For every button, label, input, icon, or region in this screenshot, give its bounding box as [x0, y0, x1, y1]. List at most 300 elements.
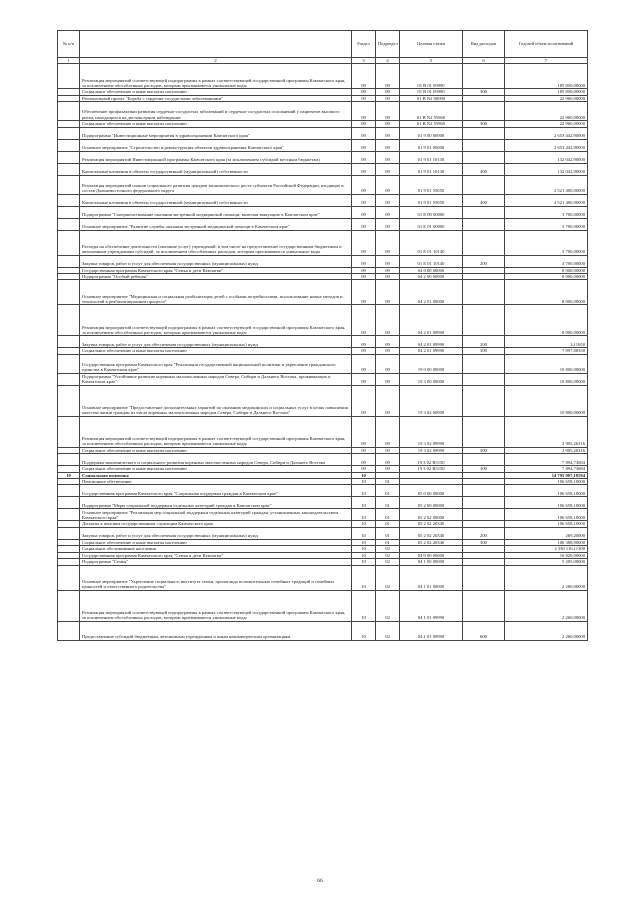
cell-target-article: 01 В N2 55860 [400, 121, 463, 127]
cell-target-article: 01 В N2 55860 [400, 102, 463, 121]
table-row [58, 206, 588, 218]
cell-num [58, 509, 80, 521]
cell-target-article: 19 3 02 09990 [400, 447, 463, 453]
cell-target-article: 04 2 01 09990 [400, 336, 463, 348]
cell-podrazdel: 09 [376, 64, 400, 89]
cell-target-article: 01 9 01 00000 [400, 139, 463, 151]
cell-name: Подпрограмма "Инвестиционные мероприятия в здравоохранении Камчатского края" [80, 127, 352, 139]
cell-amount: 269,20000 [505, 527, 588, 539]
cell-expense-type: 200 [463, 336, 505, 348]
cell-num [58, 280, 80, 305]
cell-name: Подпрограмма "Устойчивое развитие коренных малочисленных народов Севера, Сибири и Дальнего Востока, проживающих в Камчатском крае" [80, 373, 352, 385]
cell-amount: 10 800,00000 [505, 385, 588, 416]
cell-name: Реализация мероприятий Инвестиционной программы Камчатского края (за исключением субсидий местным бюджетам) [80, 151, 352, 163]
cell-num [58, 336, 80, 348]
table-row [58, 127, 588, 139]
cell-expense-type: 300 [463, 447, 505, 453]
cell-podrazdel: 09 [376, 305, 400, 336]
cell-podrazdel: 01 [376, 485, 400, 497]
cell-razdel: 09 [352, 416, 376, 447]
cell-name: Капитальные вложения в объекты государственной (муниципальной) собственности [80, 163, 352, 175]
cell-amount: 132 042,90000 [505, 151, 588, 163]
cell-amount: 7 997,88350 [505, 348, 588, 354]
cell-num [58, 151, 80, 163]
cell-razdel: 10 [352, 485, 376, 497]
cell-target-article: 19 0 00 00000 [400, 354, 463, 373]
column-number: 7 [505, 58, 588, 64]
table-row [58, 139, 588, 151]
cell-podrazdel: 09 [376, 194, 400, 206]
cell-amount: 2 653 442,90000 [505, 139, 588, 151]
cell-amount: 2 521 400,00000 [505, 194, 588, 206]
cell-razdel: 09 [352, 305, 376, 336]
cell-expense-type [463, 127, 505, 139]
cell-num [58, 102, 80, 121]
cell-expense-type [463, 175, 505, 194]
header-podrazdel: Подраздел [376, 31, 400, 58]
cell-amount: 2 905,26316 [505, 416, 588, 447]
cell-amount: 2 260,00000 [505, 565, 588, 590]
cell-razdel: 09 [352, 373, 376, 385]
table-row [58, 565, 588, 590]
cell-target-article: 01 9 01 10130 [400, 151, 463, 163]
cell-razdel: 09 [352, 280, 376, 305]
cell-razdel: 09 [352, 89, 376, 95]
cell-razdel: 09 [352, 121, 376, 127]
page-number: 66 [317, 878, 323, 884]
cell-num [58, 485, 80, 497]
cell-name: Реализация мероприятий планов социального развития центров экономического роста субъектов Российской Федерации, входящих в состав Дальневосточного федерального округа [80, 175, 352, 194]
cell-num [58, 218, 80, 230]
cell-target-article: 01 9 01 55050 [400, 194, 463, 206]
cell-name: Социальное обслуживание населения [80, 546, 352, 552]
cell-razdel: 09 [352, 267, 376, 273]
cell-podrazdel: 09 [376, 255, 400, 267]
table-row [58, 151, 588, 163]
cell-target-article: 01 Е 01 10140 [400, 255, 463, 267]
cell-name: Расходы на обеспечение деятельности (оказание услуг) учреждений, в том числе на предоставление государственным бюджетным и автономным учреждениям субсидий, за исключением обособленных расходов, которым присваиваются уникальные коды [80, 230, 352, 255]
cell-razdel: 10 [352, 472, 376, 478]
cell-name: Социальное обеспечение и иные выплаты населению [80, 121, 352, 127]
cell-name: Социальная политика [80, 472, 352, 478]
cell-target-article: 01 9 01 10130 [400, 163, 463, 175]
cell-name: Социальное обеспечение и иные выплаты населению [80, 466, 352, 472]
table-header-row [58, 31, 588, 58]
cell-expense-type: 200 [463, 255, 505, 267]
cell-razdel: 10 [352, 509, 376, 521]
cell-razdel: 10 [352, 539, 376, 545]
cell-expense-type [463, 497, 505, 509]
cell-podrazdel: 09 [376, 230, 400, 255]
cell-target-article: 05 2 02 20340 [400, 521, 463, 527]
cell-target-article: 01 В 01 09990 [400, 89, 463, 95]
cell-expense-type [463, 385, 505, 416]
cell-num [58, 527, 80, 539]
cell-num [58, 621, 80, 640]
cell-name: Закупка товаров, работ и услуг для обеспечения государственных (муниципальных) нужд [80, 255, 352, 267]
cell-target-article: 19 3 00 00000 [400, 373, 463, 385]
cell-amount: 3 700,00000 [505, 255, 588, 267]
cell-podrazdel: 09 [376, 274, 400, 280]
cell-podrazdel: 09 [376, 385, 400, 416]
cell-expense-type [463, 64, 505, 89]
table-row [58, 280, 588, 305]
table-row [58, 64, 588, 89]
cell-expense-type: 400 [463, 163, 505, 175]
cell-target-article: 19 3 02 R5150 [400, 466, 463, 472]
cell-amount: 106 658,10000 [505, 485, 588, 497]
cell-name: Государственная программа Камчатского края "Семья и дети Камчатки" [80, 552, 352, 558]
cell-num [58, 416, 80, 447]
cell-num [58, 454, 80, 466]
cell-num [58, 565, 80, 590]
cell-name: Реализация мероприятий соответствующей подпрограммы в рамках соответствующей государственной программы Камчатского края, за исключением обособленных расходов, которым присваиваются уникальные коды [80, 64, 352, 89]
cell-name: Подпрограмма "Совершенствование оказания экстренной медицинской помощи, включая эвакуацию в Камчатском крае" [80, 206, 352, 218]
cell-name: Основное мероприятие "Развитие службы оказания экстренной медицинской помощи в Камчатском крае" [80, 218, 352, 230]
cell-target-article: 01 Е 01 00000 [400, 218, 463, 230]
cell-target-article: 01 Е 00 00000 [400, 206, 463, 218]
cell-amount: 106 658,10000 [505, 497, 588, 509]
cell-num [58, 175, 80, 194]
cell-razdel: 09 [352, 139, 376, 151]
table-row [58, 175, 588, 194]
cell-amount: 2 521 400,00000 [505, 175, 588, 194]
cell-expense-type: 300 [463, 466, 505, 472]
cell-name: Реализация мероприятий соответствующей подпрограммы в рамках соответствующей государственной программы Камчатского края, за исключением обособленных расходов, которым присваиваются уникальные коды [80, 305, 352, 336]
cell-podrazdel: 01 [376, 521, 400, 527]
cell-num [58, 385, 80, 416]
cell-podrazdel: 09 [376, 466, 400, 472]
cell-target-article: 01 9 01 55050 [400, 175, 463, 194]
cell-razdel: 09 [352, 336, 376, 348]
cell-razdel: 09 [352, 194, 376, 206]
table-row [58, 527, 588, 539]
cell-podrazdel: 09 [376, 175, 400, 194]
table-row [58, 305, 588, 336]
cell-target-article: 04 0 00 00000 [400, 552, 463, 558]
cell-name: Реализация мероприятий соответствующей подпрограммы в рамках соответствующей государственной программы Камчатского края, за исключением обособленных расходов, которым присваиваются уникальные коды [80, 590, 352, 621]
cell-amount: 3 700,00000 [505, 218, 588, 230]
cell-razdel: 09 [352, 206, 376, 218]
cell-amount: 132 042,90000 [505, 163, 588, 175]
cell-target-article: 04 1 01 09990 [400, 621, 463, 640]
cell-name: Капитальные вложения в объекты государственной (муниципальной) собственности [80, 194, 352, 206]
cell-name: Поддержка экономического и социального развития коренных малочисленных народов Севера, Сибири и Дальнего Востока [80, 454, 352, 466]
cell-expense-type: 200 [463, 527, 505, 539]
cell-podrazdel: 02 [376, 621, 400, 640]
cell-name: Закупка товаров, работ и услуг для обеспечения государственных (муниципальных) нужд [80, 527, 352, 539]
column-number: 5 [400, 58, 463, 64]
cell-amount: 14 795 987,18594 [505, 472, 588, 478]
cell-amount: 2,11650 [505, 336, 588, 348]
cell-razdel: 09 [352, 255, 376, 267]
cell-target-article: 05 2 02 20340 [400, 539, 463, 545]
header-annual-amount: Годовой объем ассигнований [505, 31, 588, 58]
table-row [58, 416, 588, 447]
cell-num [58, 354, 80, 373]
cell-razdel: 09 [352, 102, 376, 121]
cell-razdel: 09 [352, 163, 376, 175]
cell-name: Доплаты к пенсиям государственным служащим Камчатского края [80, 521, 352, 527]
cell-name: Государственная программа Камчатского края "Семья и дети Камчатки" [80, 267, 352, 273]
header-name [80, 31, 352, 58]
cell-amount: 106 658,10000 [505, 509, 588, 521]
cell-expense-type: 300 [463, 89, 505, 95]
cell-razdel: 10 [352, 479, 376, 485]
cell-expense-type [463, 305, 505, 336]
cell-razdel: 09 [352, 127, 376, 139]
cell-podrazdel: 09 [376, 102, 400, 121]
cell-podrazdel: 02 [376, 565, 400, 590]
cell-podrazdel: 09 [376, 267, 400, 273]
table-row [58, 336, 588, 348]
column-number: 4 [376, 58, 400, 64]
cell-expense-type [463, 590, 505, 621]
cell-expense-type: 600 [463, 621, 505, 640]
table-row [58, 102, 588, 121]
cell-target-article: 05 0 00 00000 [400, 485, 463, 497]
cell-podrazdel: 09 [376, 454, 400, 466]
cell-razdel: 09 [352, 218, 376, 230]
cell-razdel: 09 [352, 385, 376, 416]
table-body [58, 64, 588, 640]
table-row [58, 354, 588, 373]
cell-razdel: 09 [352, 64, 376, 89]
cell-razdel: 10 [352, 621, 376, 640]
cell-target-article: 01 В 01 09990 [400, 64, 463, 89]
cell-num [58, 255, 80, 267]
cell-podrazdel: 09 [376, 280, 400, 305]
cell-podrazdel: 02 [376, 546, 400, 552]
table-row [58, 230, 588, 255]
cell-target-article: 19 3 02 00000 [400, 385, 463, 416]
cell-razdel: 09 [352, 95, 376, 101]
cell-num [58, 64, 80, 89]
cell-name: Подпрограмма "Семья" [80, 559, 352, 565]
cell-amount: 3 700,00000 [505, 206, 588, 218]
cell-num [58, 230, 80, 255]
cell-expense-type [463, 454, 505, 466]
header-expense-type: Вид расходов [463, 31, 505, 58]
cell-amount: 7 894,73684 [505, 454, 588, 466]
cell-razdel: 10 [352, 590, 376, 621]
table-row [58, 509, 588, 521]
column-number: 6 [463, 58, 505, 64]
cell-amount: 22 960,00000 [505, 95, 588, 101]
cell-name: Реализация мероприятий соответствующей подпрограммы в рамках соответствующей государственной программы Камчатского края, за исключением обособленных расходов, которым присваиваются уникальные коды [80, 416, 352, 447]
cell-target-article: 05 2 02 20340 [400, 527, 463, 539]
cell-razdel: 09 [352, 348, 376, 354]
cell-amount: 8 000,00000 [505, 305, 588, 336]
table-row [58, 590, 588, 621]
table-row [58, 454, 588, 466]
cell-expense-type [463, 509, 505, 521]
cell-name: Государственная программа Камчатского края "Социальная поддержка граждан в Камчатском крае" [80, 485, 352, 497]
header-num: № п/п [58, 31, 80, 58]
cell-razdel: 10 [352, 521, 376, 527]
cell-amount: 5 205,00000 [505, 559, 588, 565]
cell-amount: 2 905,26316 [505, 447, 588, 453]
cell-podrazdel: 09 [376, 373, 400, 385]
table-row [58, 373, 588, 385]
cell-podrazdel: 09 [376, 447, 400, 453]
cell-expense-type [463, 485, 505, 497]
cell-name: Подпрограмма "Особый ребенок" [80, 274, 352, 280]
cell-target-article: 01 9 00 00000 [400, 127, 463, 139]
cell-expense-type [463, 280, 505, 305]
cell-podrazdel: 01 [376, 539, 400, 545]
cell-expense-type: 300 [463, 539, 505, 545]
budget-table-sheet [57, 30, 587, 641]
cell-razdel: 09 [352, 454, 376, 466]
header-razdel: Раздел [352, 31, 376, 58]
cell-expense-type [463, 151, 505, 163]
cell-amount: 2 260,00000 [505, 621, 588, 640]
cell-name: Региональный проект "Борьба с сердечно-сосудистыми заболеваниями" [80, 95, 352, 101]
cell-podrazdel: 09 [376, 206, 400, 218]
cell-expense-type [463, 102, 505, 121]
cell-amount: 2 330 116,11300 [505, 546, 588, 552]
budget-table [57, 30, 588, 641]
cell-expense-type [463, 565, 505, 590]
cell-amount: 10 800,00000 [505, 354, 588, 373]
table-row [58, 385, 588, 416]
cell-name: Основное мероприятие "Укрепление социального института семьи, пропаганда положительных семейных традиций и семейных ценностей и ответственного родительства" [80, 565, 352, 590]
cell-expense-type [463, 416, 505, 447]
cell-podrazdel: 01 [376, 527, 400, 539]
cell-amount: 106 658,10000 [505, 479, 588, 485]
cell-amount: 185 850,00000 [505, 89, 588, 95]
cell-razdel: 09 [352, 274, 376, 280]
cell-amount: 2 653 442,90000 [505, 127, 588, 139]
cell-name: Социальное обеспечение и иные выплаты населению [80, 447, 352, 453]
table-row [58, 255, 588, 267]
cell-target-article: 04 2 01 09990 [400, 305, 463, 336]
cell-target-article: 05 2 02 00000 [400, 509, 463, 521]
cell-num [58, 194, 80, 206]
cell-razdel: 10 [352, 559, 376, 565]
cell-expense-type [463, 354, 505, 373]
cell-name: Основное мероприятие "Строительство и реконструкция объектов здравоохранения Камчатского края" [80, 139, 352, 151]
cell-amount: 22 960,00000 [505, 121, 588, 127]
cell-name: Пенсионное обеспечение [80, 479, 352, 485]
cell-podrazdel: 01 [376, 509, 400, 521]
column-number: 1 [58, 58, 80, 64]
cell-expense-type [463, 373, 505, 385]
cell-podrazdel: 01 [376, 497, 400, 509]
header-target-article: Целевая статья [400, 31, 463, 58]
cell-num [58, 163, 80, 175]
cell-target-article: 04 1 00 00000 [400, 559, 463, 565]
cell-amount: 10 800,00000 [505, 373, 588, 385]
cell-podrazdel: 09 [376, 218, 400, 230]
cell-num [58, 373, 80, 385]
cell-target-article: 04 1 01 00000 [400, 565, 463, 590]
cell-podrazdel: 02 [376, 590, 400, 621]
cell-name: Подпрограмма "Меры социальной поддержки отдельных категорий граждан в Камчатском крае" [80, 497, 352, 509]
cell-podrazdel: 09 [376, 127, 400, 139]
cell-razdel: 09 [352, 447, 376, 453]
cell-podrazdel: 09 [376, 139, 400, 151]
cell-name: Государственная программа Камчатского края "Реализация государственной национальной политики и укрепление гражданского единства в Камчатском крае" [80, 354, 352, 373]
cell-expense-type [463, 139, 505, 151]
cell-target-article: 19 3 02 R5150 [400, 454, 463, 466]
cell-name: Основное мероприятие "Медицинская и социальная реабилитация детей с особыми потребностями, использование новых методов и технологий в реабилитационном процессе" [80, 280, 352, 305]
cell-target-article: 04 0 00 00000 [400, 267, 463, 273]
cell-amount: 8 000,00000 [505, 280, 588, 305]
cell-num [58, 497, 80, 509]
cell-amount: 8 000,00000 [505, 267, 588, 273]
cell-expense-type [463, 218, 505, 230]
cell-podrazdel: 09 [376, 416, 400, 447]
cell-razdel: 10 [352, 527, 376, 539]
cell-podrazdel: 09 [376, 151, 400, 163]
cell-amount: 22 960,00000 [505, 102, 588, 121]
column-number: 3 [352, 58, 376, 64]
cell-target-article: 04 1 01 09990 [400, 590, 463, 621]
cell-razdel: 10 [352, 546, 376, 552]
table-row [58, 621, 588, 640]
cell-num [58, 206, 80, 218]
cell-num [58, 139, 80, 151]
cell-target-article: 19 3 02 09990 [400, 416, 463, 447]
cell-expense-type: 300 [463, 348, 505, 354]
cell-podrazdel: 02 [376, 552, 400, 558]
cell-name: Основное мероприятие "Реализация мер социальной поддержки отдельных категорий граждан, установленных законодательством Камчатского края" [80, 509, 352, 521]
cell-razdel: 09 [352, 466, 376, 472]
table-row [58, 485, 588, 497]
cell-num [58, 127, 80, 139]
table-row [58, 497, 588, 509]
cell-podrazdel: 09 [376, 348, 400, 354]
cell-expense-type: 300 [463, 121, 505, 127]
cell-amount: 8 000,00000 [505, 274, 588, 280]
cell-amount: 106 658,10000 [505, 521, 588, 527]
cell-razdel: 09 [352, 151, 376, 163]
cell-target-article: 04 2 01 00000 [400, 280, 463, 305]
cell-target-article: 01 В N2 00000 [400, 95, 463, 101]
cell-razdel: 10 [352, 552, 376, 558]
cell-name: Социальное обеспечение и иные выплаты населению [80, 348, 352, 354]
cell-target-article: 04 2 00 00000 [400, 274, 463, 280]
table-row [58, 194, 588, 206]
cell-amount: 7 894,73684 [505, 466, 588, 472]
cell-name: Основное мероприятие "Предоставление дополнительных гарантий по оказанию медицинских и социальных услуг в целях повышения качества жизни граждан из числа коренных малочисленных народов Севера, Сибири и Дальнего Востока" [80, 385, 352, 416]
cell-podrazdel: 09 [376, 89, 400, 95]
cell-podrazdel: 09 [376, 336, 400, 348]
cell-expense-type: 400 [463, 194, 505, 206]
cell-num [58, 590, 80, 621]
cell-razdel: 10 [352, 565, 376, 590]
cell-podrazdel: 09 [376, 95, 400, 101]
cell-amount: 16 820,00000 [505, 552, 588, 558]
cell-podrazdel: 09 [376, 121, 400, 127]
cell-amount: 185 850,00000 [505, 64, 588, 89]
cell-amount: 3 700,00000 [505, 230, 588, 255]
cell-target-article: 04 2 01 09990 [400, 348, 463, 354]
table-row [58, 218, 588, 230]
cell-name: Предоставление субсидий бюджетным, автономным учреждениям и иным некоммерческим организациям [80, 621, 352, 640]
cell-name: Закупка товаров, работ и услуг для обеспечения государственных (муниципальных) нужд [80, 336, 352, 348]
column-number: 2 [80, 58, 352, 64]
cell-expense-type [463, 206, 505, 218]
cell-razdel: 09 [352, 230, 376, 255]
cell-razdel: 09 [352, 175, 376, 194]
cell-razdel: 10 [352, 497, 376, 509]
cell-amount: 106 388,90000 [505, 539, 588, 545]
cell-expense-type [463, 230, 505, 255]
table-row [58, 163, 588, 175]
